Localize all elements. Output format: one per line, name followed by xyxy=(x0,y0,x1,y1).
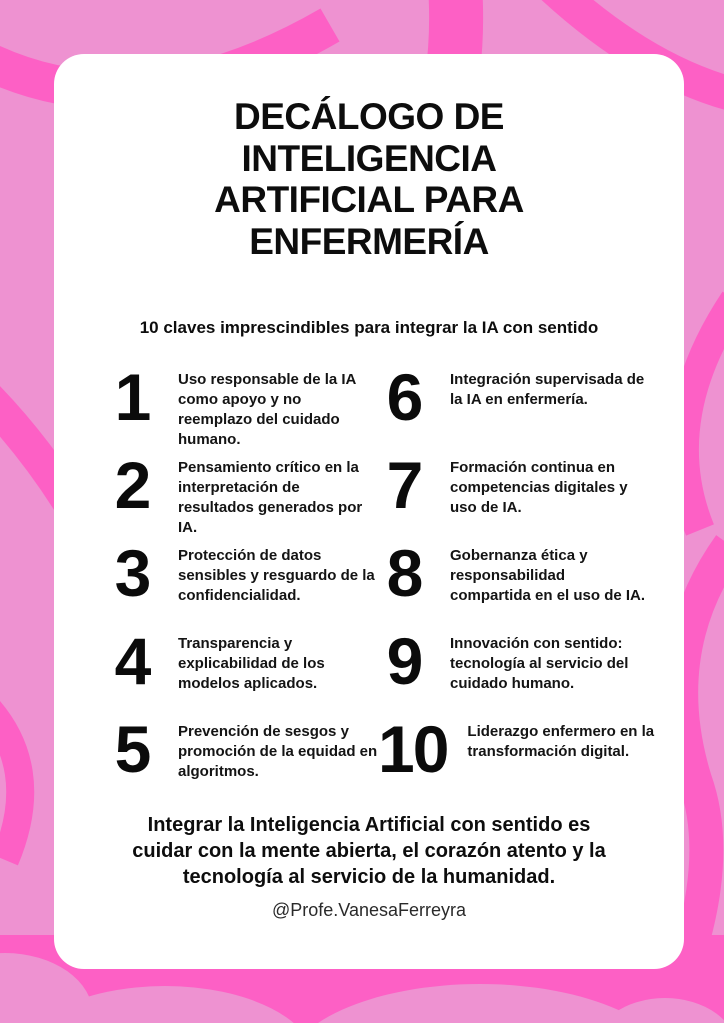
item-number: 2 xyxy=(114,448,150,522)
decalogue-item-2 xyxy=(106,448,378,544)
title-line-2: INTELIGENCIA xyxy=(241,137,497,179)
poster-subtitle: 10 claves imprescindibles para integrar la IA con sentido xyxy=(139,318,599,337)
item-number: 1 xyxy=(114,360,150,434)
item-text: Uso responsable de la IA como apoyo y no reemplazo del cuidado humano. xyxy=(178,371,356,448)
item-number: 9 xyxy=(386,624,422,698)
decalogue-item-3 xyxy=(106,536,378,632)
poster-card xyxy=(54,54,684,969)
item-number: 4 xyxy=(114,624,150,698)
decalogue-item-6 xyxy=(378,360,676,456)
title-line-3: ARTIFICIAL PARA xyxy=(214,179,524,220)
social-handle: @Profe.VanesaFerreyra xyxy=(271,900,467,920)
decalogue-item-1 xyxy=(106,360,378,456)
decalogue-item-5 xyxy=(106,712,378,808)
item-number: 7 xyxy=(386,448,422,522)
closing-statement: Integrar la Inteligencia Artificial con sentido es cuidar con la mente abierta, el corazón atento y la tecnología al servicio de la humanidad. xyxy=(132,814,606,888)
title-line-1: DECÁLOGO DE xyxy=(234,96,504,137)
item-text: Prevención de sesgos y promoción de la equidad en algoritmos. xyxy=(178,723,378,780)
item-number: 10 xyxy=(378,712,448,786)
item-text: Gobernanza ética y responsabilidad compartida en el uso de IA. xyxy=(450,547,646,604)
item-number: 8 xyxy=(386,536,422,610)
item-text: Transparencia y explicabilidad de los modelos aplicados. xyxy=(178,635,325,692)
decalogue-item-9 xyxy=(378,624,676,720)
item-text: Innovación con sentido: tecnología al servicio del cuidado humano. xyxy=(450,635,629,692)
item-text: Liderazgo enfermero en la transformación digital. xyxy=(467,723,655,760)
decalogue-item-8 xyxy=(378,536,676,632)
item-number: 6 xyxy=(386,360,422,434)
item-text: Pensamiento crítico en la interpretación de resultados generados por IA. xyxy=(178,459,363,536)
item-number: 5 xyxy=(114,712,150,786)
item-text: Formación continua en competencias digitales y uso de IA. xyxy=(450,459,628,516)
item-number: 3 xyxy=(114,536,150,610)
decalogue-item-10 xyxy=(378,712,676,808)
decalogue-item-4 xyxy=(106,624,378,720)
decalogue-grid xyxy=(54,360,684,808)
decalogue-item-7 xyxy=(378,448,676,544)
item-text: Integración supervisada de la IA en enfermería. xyxy=(450,371,645,408)
item-text: Protección de datos sensibles y resguardo de la confidencialidad. xyxy=(178,547,375,604)
poster-title xyxy=(54,96,684,262)
title-line-4: ENFERMERÍA xyxy=(249,220,489,262)
